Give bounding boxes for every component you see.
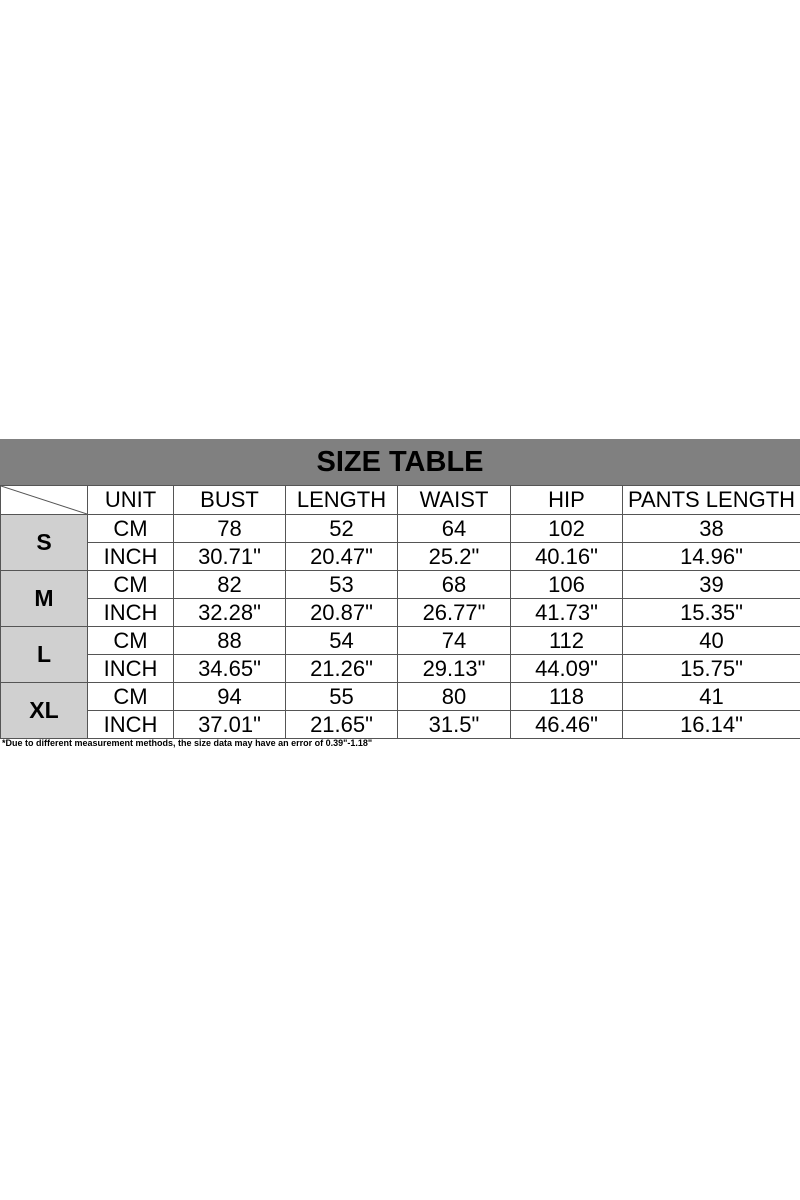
header-length: LENGTH [286,486,398,515]
unit-cell: CM [88,627,174,655]
waist-cell: 26.77" [398,599,511,627]
length-cell: 54 [286,627,398,655]
bust-cell: 88 [174,627,286,655]
hip-cell: 102 [511,515,623,543]
size-label: S [1,515,88,571]
header-waist: WAIST [398,486,511,515]
bust-cell: 34.65" [174,655,286,683]
size-table-title: SIZE TABLE [0,439,800,485]
unit-cell: INCH [88,711,174,739]
table-row [1,543,800,571]
waist-cell: 29.13" [398,655,511,683]
table-row [1,515,800,543]
unit-cell: INCH [88,655,174,683]
hip-cell: 44.09" [511,655,623,683]
waist-cell: 25.2" [398,543,511,571]
table-row [1,627,800,655]
unit-cell: INCH [88,543,174,571]
hip-cell: 46.46" [511,711,623,739]
unit-cell: CM [88,683,174,711]
hip-cell: 40.16" [511,543,623,571]
header-pants-length: PANTS LENGTH [623,486,800,515]
table-row [1,571,800,599]
unit-cell: INCH [88,599,174,627]
table-row [1,655,800,683]
pants-length-cell: 15.35" [623,599,800,627]
table-row [1,683,800,711]
hip-cell: 106 [511,571,623,599]
header-hip: HIP [511,486,623,515]
hip-cell: 112 [511,627,623,655]
corner-diagonal-cell [1,486,88,515]
bust-cell: 78 [174,515,286,543]
length-cell: 53 [286,571,398,599]
diagonal-line [1,486,87,514]
length-cell: 21.65" [286,711,398,739]
length-cell: 21.26" [286,655,398,683]
pants-length-cell: 39 [623,571,800,599]
header-unit: UNIT [88,486,174,515]
pants-length-cell: 16.14" [623,711,800,739]
hip-cell: 118 [511,683,623,711]
waist-cell: 68 [398,571,511,599]
length-cell: 20.87" [286,599,398,627]
size-label: XL [1,683,88,739]
pants-length-cell: 15.75" [623,655,800,683]
size-label: M [1,571,88,627]
bust-cell: 37.01" [174,711,286,739]
size-table [0,485,800,739]
measurement-note: *Due to different measurement methods, the size data may have an error of 0.39"-1.18" [2,738,373,748]
waist-cell: 80 [398,683,511,711]
unit-cell: CM [88,515,174,543]
waist-cell: 64 [398,515,511,543]
length-cell: 55 [286,683,398,711]
pants-length-cell: 40 [623,627,800,655]
length-cell: 52 [286,515,398,543]
size-label: L [1,627,88,683]
bust-cell: 30.71" [174,543,286,571]
length-cell: 20.47" [286,543,398,571]
table-row [1,599,800,627]
header-row [1,486,800,515]
pants-length-cell: 14.96" [623,543,800,571]
hip-cell: 41.73" [511,599,623,627]
waist-cell: 74 [398,627,511,655]
table-row [1,711,800,739]
waist-cell: 31.5" [398,711,511,739]
header-bust: BUST [174,486,286,515]
bust-cell: 32.28" [174,599,286,627]
bust-cell: 82 [174,571,286,599]
unit-cell: CM [88,571,174,599]
pants-length-cell: 38 [623,515,800,543]
bust-cell: 94 [174,683,286,711]
pants-length-cell: 41 [623,683,800,711]
